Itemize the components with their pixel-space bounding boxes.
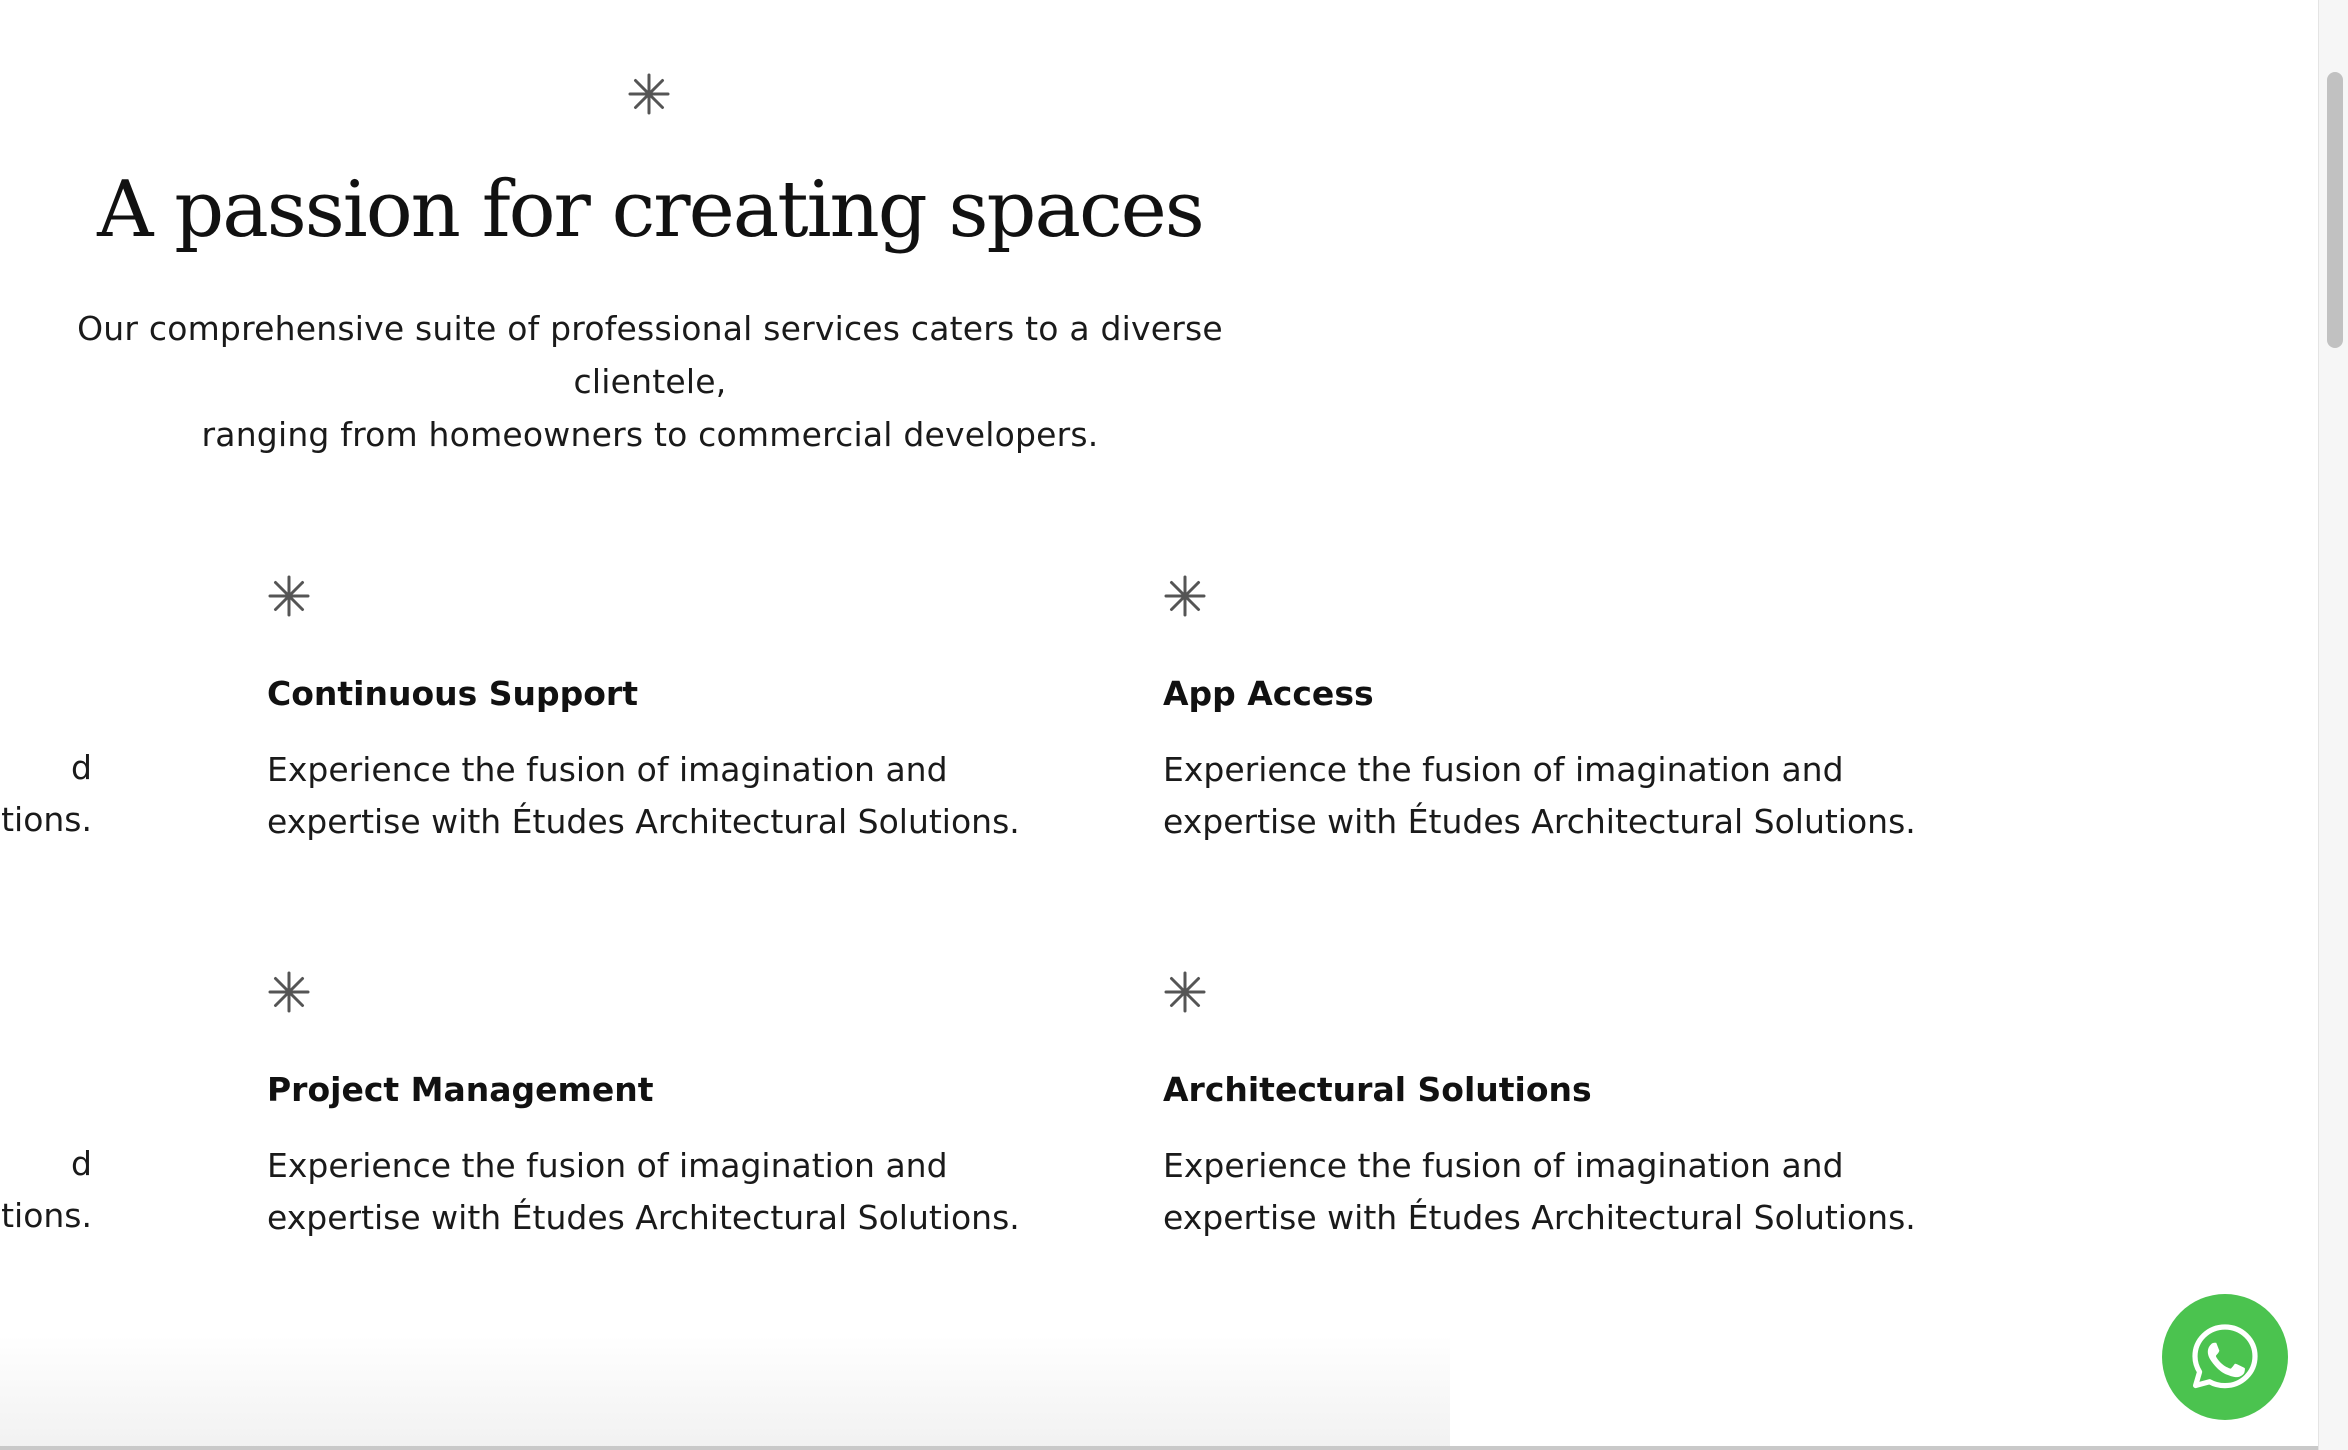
feature-description-line: Experience the fusion of imagination and xyxy=(1163,1146,1844,1185)
feature-description-line: expertise with Études Architectural Solutions. xyxy=(267,802,1020,841)
feature-title: Project Management xyxy=(267,1070,654,1109)
feature-description-line: expertise with Études Architectural Solutions. xyxy=(267,1198,1020,1237)
feature-title: App Access xyxy=(1163,674,1374,713)
feature-description-line: Experience the fusion of imagination and xyxy=(267,1146,948,1185)
asterisk-icon xyxy=(1163,970,1207,1014)
bottom-fade-overlay xyxy=(0,1336,1450,1446)
whatsapp-chat-button[interactable] xyxy=(2162,1294,2288,1420)
feature-title: Architectural Solutions xyxy=(1163,1070,1592,1109)
scrollbar-thumb[interactable] xyxy=(2327,72,2343,348)
cutoff-text-line: d xyxy=(71,748,92,787)
vertical-scrollbar[interactable] xyxy=(2318,0,2348,1450)
cutoff-text-line: tions. xyxy=(1,800,92,839)
subtitle-line: Our comprehensive suite of professional services caters to a diverse clientele, xyxy=(77,309,1223,401)
feature-description xyxy=(1163,744,1923,848)
cutoff-text-line: d xyxy=(71,1144,92,1183)
feature-description-line: Experience the fusion of imagination and xyxy=(1163,750,1844,789)
whatsapp-icon xyxy=(2187,1319,2263,1395)
cutoff-text-line: tions. xyxy=(1,1196,92,1235)
subtitle-line: ranging from homeowners to commercial developers. xyxy=(201,415,1099,454)
feature-description-line: expertise with Études Architectural Solutions. xyxy=(1163,802,1916,841)
asterisk-icon xyxy=(1163,574,1207,618)
window-bottom-edge xyxy=(0,1446,2348,1450)
page-title: A passion for creating spaces xyxy=(97,165,1203,255)
asterisk-icon xyxy=(267,970,311,1014)
feature-description xyxy=(1163,1140,1923,1244)
page-subtitle xyxy=(0,302,1300,461)
cutoff-feature-text xyxy=(0,742,100,852)
feature-description xyxy=(267,1140,1027,1244)
feature-title: Continuous Support xyxy=(267,674,638,713)
cutoff-feature-text xyxy=(0,1138,100,1248)
feature-description-line: Experience the fusion of imagination and xyxy=(267,750,948,789)
asterisk-icon xyxy=(627,72,671,116)
asterisk-icon xyxy=(267,574,311,618)
feature-description-line: expertise with Études Architectural Solutions. xyxy=(1163,1198,1916,1237)
feature-description xyxy=(267,744,1027,848)
